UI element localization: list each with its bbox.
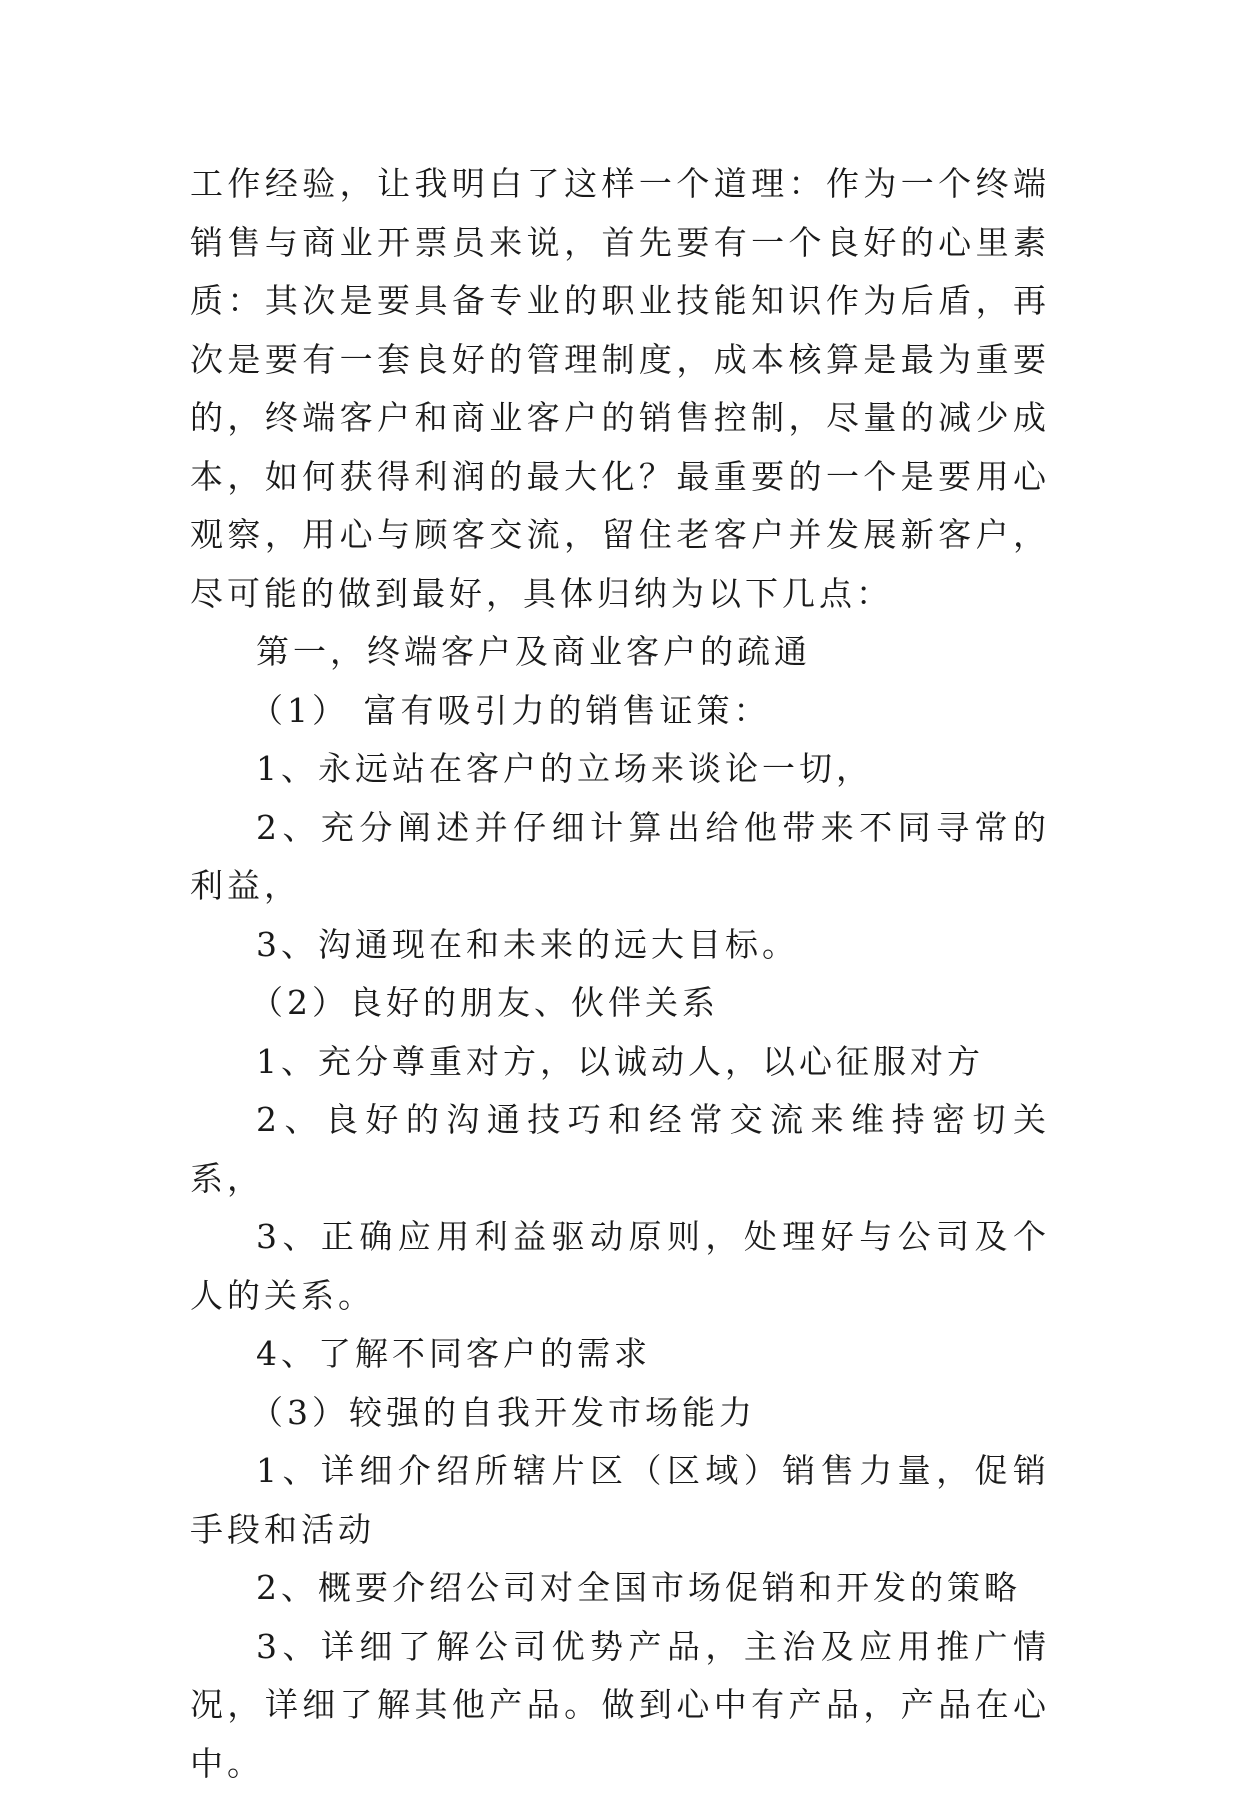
- document-body: [190, 155, 1050, 1793]
- list-item: 1、详细介绍所辖片区（区域）销售力量，促销手段和活动: [190, 1442, 1050, 1559]
- subsection-heading-2: （2）良好的朋友、伙伴关系: [190, 974, 1050, 1033]
- list-item: 1、充分尊重对方，以诚动人，以心征服对方: [190, 1033, 1050, 1092]
- list-item: 3、沟通现在和未来的远大目标。: [190, 916, 1050, 975]
- subsection-heading-1: （1） 富有吸引力的销售证策：: [190, 682, 1050, 741]
- subsection-heading-3: （3）较强的自我开发市场能力: [190, 1384, 1050, 1443]
- paragraph-intro: 工作经验，让我明白了这样一个道理：作为一个终端销售与商业开票员来说，首先要有一个良好的心里素质：其次是要具备专业的职业技能知识作为后盾，再次是要有一套良好的管理制度，成本核算是最为重要的，终端客户和商业客户的销售控制，尽量的减少成本，如何获得利润的最大化？最重要的一个是要用心观察，用心与顾客交流，留住老客户并发展新客户，尽可能的做到最好，具体归纳为以下几点：: [190, 155, 1050, 623]
- list-item: 1、永远站在客户的立场来谈论一切，: [190, 740, 1050, 799]
- list-item: 3、详细了解公司优势产品，主治及应用推广情况，详细了解其他产品。做到心中有产品，产品在心中。: [190, 1618, 1050, 1793]
- list-item: 3、正确应用利益驱动原则，处理好与公司及个人的关系。: [190, 1208, 1050, 1325]
- list-item: 2、良好的沟通技巧和经常交流来维持密切关系，: [190, 1091, 1050, 1208]
- list-item: 2、充分阐述并仔细计算出给他带来不同寻常的利益，: [190, 799, 1050, 916]
- list-item: 2、概要介绍公司对全国市场促销和开发的策略: [190, 1559, 1050, 1618]
- list-item: 4、了解不同客户的需求: [190, 1325, 1050, 1384]
- section-heading-first: 第一，终端客户及商业客户的疏通: [190, 623, 1050, 682]
